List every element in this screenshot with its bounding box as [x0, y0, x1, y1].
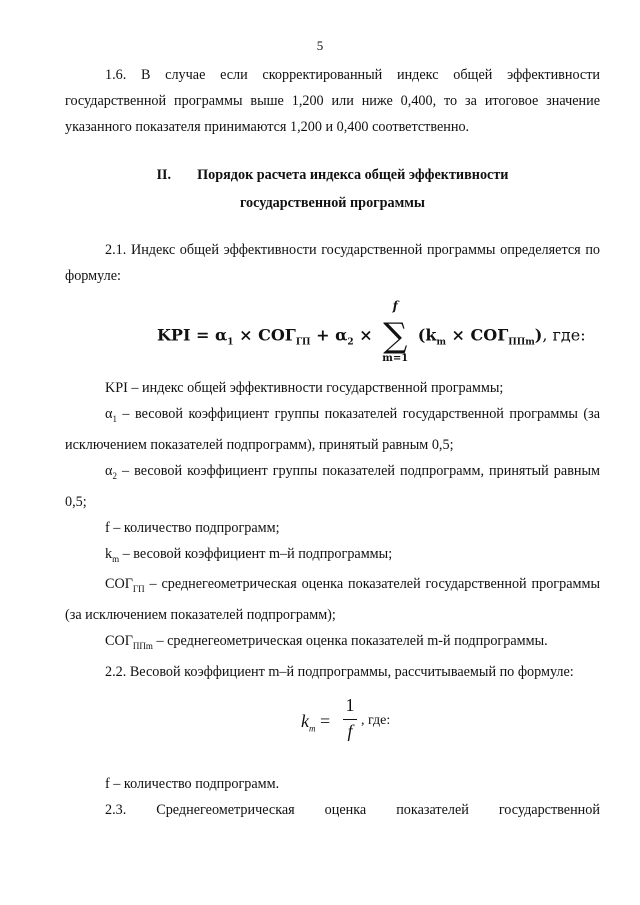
formula-sub: 1 — [227, 337, 234, 348]
def-symbol: α — [105, 406, 113, 422]
def-sub: ГП — [132, 584, 145, 595]
formula-term: = — [315, 711, 331, 732]
section-title: Порядок расчета индекса общей эффективности — [197, 167, 509, 183]
def-alpha2 — [65, 458, 600, 515]
def-f-2: f – количество подпрограмм. — [105, 776, 280, 793]
formula-where: , где: — [361, 713, 391, 729]
formula-term: + α — [310, 325, 348, 345]
def-text: – весовой коэффициент m–й подпрограммы; — [119, 545, 393, 562]
def-text: – среднегеометрическая оценка показателей m-й подпрограммы. — [152, 633, 548, 650]
def-symbol: СОГ — [105, 633, 133, 650]
paragraph-1-6: 1.6. В случае если скорректированный индекс общей эффективности государственной программы выше 1,200 или ниже 0,400, то за итоговое значение указанного показателя принимаются 1,200 и 0,400 соответственно. — [65, 67, 600, 135]
sum-lower-limit: m=1 — [382, 353, 409, 364]
fraction-denominator: f — [347, 721, 353, 742]
section-heading — [65, 161, 600, 217]
def-sub: 2 — [112, 470, 117, 481]
word: государственной — [498, 802, 600, 819]
km-formula — [65, 691, 600, 753]
formula-term: × СОГ — [233, 325, 296, 345]
document-body — [65, 62, 600, 823]
def-sub: m — [112, 553, 120, 564]
formula-term: ) — [534, 325, 543, 345]
def-sub: ППm — [132, 641, 153, 652]
def-text: – весовой коэффициент группы показателей государственной программы (за исключением показателей подпрограмм), принятый равным 0,5; — [65, 406, 600, 453]
fraction-bar — [343, 719, 357, 720]
sum-symbol — [378, 299, 412, 364]
formula-sub: m — [436, 337, 446, 348]
def-sub: 1 — [112, 413, 117, 424]
formula-lhs: KPI = α — [157, 325, 228, 345]
def-symbol: α — [105, 462, 113, 479]
formula-term: k — [301, 711, 309, 732]
def-km — [65, 541, 600, 572]
word: Среднегеометрическая — [156, 802, 295, 819]
paragraph-2-2: 2.2. Весовой коэффициент m–й подпрограммы, рассчитываемый по формуле: — [105, 664, 574, 681]
def-alpha1 — [65, 401, 600, 458]
def-text: – среднегеометрическая оценка показателей государственной программы (за исключением показателей подпрограмм); — [65, 576, 600, 624]
def-text: – весовой коэффициент группы показателей подпрограмм, принятый равным 0,5; — [65, 462, 600, 510]
def-symbol: СОГ — [105, 576, 133, 593]
kpi-formula — [65, 295, 600, 373]
section-number: II. — [156, 167, 172, 183]
paragraph-2-3 — [105, 797, 600, 823]
formula-sub: ГП — [295, 337, 311, 348]
word: 2.3. — [105, 802, 127, 819]
def-text: KPI – индекс общей эффективности государственной программы; — [105, 380, 504, 396]
paragraph-2-1: 2.1. Индекс общей эффективности государственной программы определяется по формуле: — [65, 242, 600, 284]
formula-sub: 2 — [347, 337, 354, 348]
formula-sub: ППm — [508, 337, 535, 348]
def-f: f – количество подпрограмм; — [105, 519, 280, 536]
word: оценка — [324, 802, 367, 819]
def-sog-ppm — [65, 628, 600, 659]
formula-term: × СОГ — [445, 325, 509, 345]
page-number: 5 — [316, 38, 324, 53]
sum-upper-limit: f — [392, 299, 398, 313]
formula-where: , где: — [542, 325, 586, 345]
formula-sub: m — [309, 723, 316, 734]
def-symbol: k — [105, 545, 113, 562]
def-sog-gp — [65, 571, 600, 628]
section-title-line2: государственной программы — [239, 195, 426, 211]
km-lhs — [301, 711, 330, 734]
sigma-glyph: ∑ — [383, 316, 408, 356]
def-kpi — [65, 375, 600, 401]
fraction-numerator: 1 — [345, 695, 355, 716]
word: показателей — [396, 802, 469, 819]
formula-term: × — [353, 325, 379, 345]
formula-term: (k — [417, 325, 437, 345]
